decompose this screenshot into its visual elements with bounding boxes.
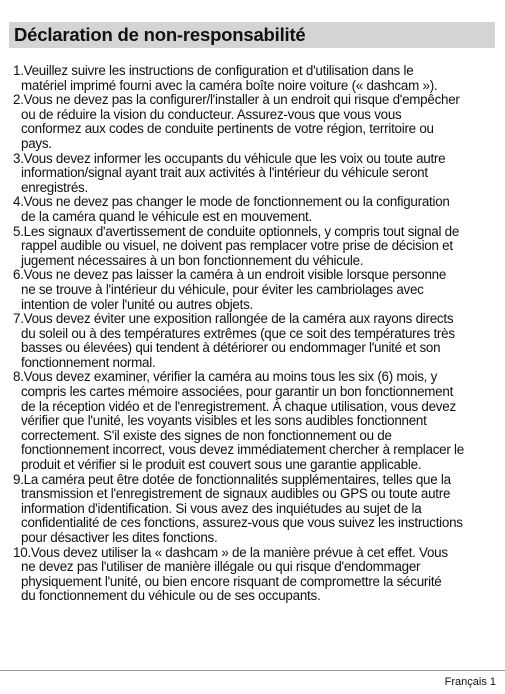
page-title: Déclaration de non-responsabilité bbox=[14, 24, 306, 45]
disclaimer-line: pour désactiver les dites fonctions. bbox=[21, 530, 218, 545]
disclaimer-item bbox=[13, 546, 495, 604]
disclaimer-line: 3.Vous devez informer les occupants du véhicule que les voix ou toute autre bbox=[13, 150, 446, 166]
disclaimer-line: conformez aux codes de conduite pertinents de votre région, territoire ou bbox=[21, 121, 434, 137]
disclaimer-item bbox=[13, 152, 495, 196]
disclaimer-line: correctement. S'il existe des signes de non fonctionnement ou de bbox=[21, 427, 392, 443]
disclaimer-line: fonctionnement incorrect, vous devez immédiatement chercher à remplacer le bbox=[21, 442, 464, 458]
disclaimer-line: ne se trouve à l'intérieur du véhicule, pour éviter les cambriolages avec bbox=[21, 281, 424, 297]
disclaimer-item bbox=[13, 225, 495, 269]
footer-divider bbox=[0, 670, 505, 671]
disclaimer-line: vérifier que l'unité, les voyants visibles et les sons audibles fonctionnent bbox=[21, 413, 427, 429]
disclaimer-item bbox=[13, 64, 495, 93]
disclaimer-item bbox=[13, 195, 495, 224]
disclaimer-item bbox=[13, 268, 495, 312]
disclaimer-line: basses ou élevées) qui tendent à détériorer ou endommager l'unité et son bbox=[21, 340, 441, 356]
disclaimer-item bbox=[13, 370, 495, 472]
disclaimer-line: 1.Veuillez suivre les instructions de configuration et d'utilisation dans le bbox=[13, 63, 414, 78]
disclaimer-line: 7.Vous devez éviter une exposition rallongée de la caméra aux rayons directs bbox=[13, 311, 454, 327]
disclaimer-line: rappel audible ou visuel, ne doivent pas remplacer votre prise de décision et bbox=[21, 238, 453, 254]
disclaimer-line: de la caméra quand le véhicule est en mouvement. bbox=[21, 208, 312, 224]
page-number-label: Français 1 bbox=[444, 676, 496, 688]
disclaimer-line: 9.La caméra peut être dotée de fonctionnalités supplémentaires, telles que la bbox=[13, 471, 451, 487]
disclaimer-line: 5.Les signaux d'avertissement de conduite optionnels, y compris tout signal de bbox=[13, 223, 460, 239]
disclaimer-line: enregistrés. bbox=[21, 179, 88, 195]
disclaimer-line: 4.Vous ne devez pas changer le mode de fonctionnement ou la configuration bbox=[13, 194, 450, 210]
disclaimer-item bbox=[13, 312, 495, 370]
disclaimer-line: du soleil ou à des températures extrêmes (que ce soit des températures très bbox=[21, 325, 455, 341]
disclaimer-item bbox=[13, 473, 495, 546]
disclaimer-line: de la réception vidéo et de l'enregistrement. À chaque utilisation, vous devez bbox=[21, 398, 456, 414]
disclaimer-line: 8.Vous devez examiner, vérifier la caméra au moins tous les six (6) mois, y bbox=[13, 369, 438, 385]
disclaimer-line: compris les cartes mémoire associées, pour garantir un bon fonctionnement bbox=[21, 384, 454, 400]
disclaimer-line: jugement nécessaires à un bon fonctionnement du véhicule. bbox=[21, 252, 364, 268]
disclaimer-line: intention de voler l'unité ou autres objets. bbox=[21, 296, 253, 312]
disclaimer-line: pays. bbox=[21, 135, 52, 151]
disclaimer-line: transmission et l'enregistrement de signaux audibles ou GPS ou toute autre bbox=[21, 486, 451, 502]
disclaimer-line: 6.Vous ne devez pas laisser la caméra à un endroit visible lorsque personne bbox=[13, 267, 447, 283]
disclaimer-line: 10.Vous devez utiliser la « dashcam » de la manière prévue à cet effet. Vous bbox=[13, 544, 448, 560]
disclaimer-line: ou de réduire la vision du conducteur. Assurez-vous que vous vous bbox=[21, 106, 402, 122]
disclaimer-line: information d'identification. Si vous avez des inquiétudes au sujet de la bbox=[21, 500, 422, 516]
disclaimer-line: fonctionnement normal. bbox=[21, 354, 156, 370]
disclaimer-line: matériel imprimé fourni avec la caméra boîte noire voiture (« dashcam »). bbox=[21, 77, 438, 93]
disclaimer-line: ne devez pas l'utiliser de manière illégale ou qui risque d'endommager bbox=[21, 559, 421, 575]
disclaimer-line: du fonctionnement du véhicule ou de ses occupants. bbox=[21, 588, 321, 604]
disclaimer-line: physiquement l'unité, ou bien encore risquant de compromettre la sécurité bbox=[21, 573, 442, 589]
disclaimer-line: information/signal ayant trait aux activités à l'intérieur du véhicule seront bbox=[21, 165, 428, 181]
disclaimer-item bbox=[13, 93, 495, 151]
disclaimer-list bbox=[13, 64, 495, 604]
disclaimer-line: 2.Vous ne devez pas la configurer/l'installer à un endroit qui risque d'empêcher bbox=[13, 92, 460, 108]
disclaimer-line: confidentialité de ces fonctions, assurez-vous que vous suivez les instructions bbox=[21, 515, 463, 531]
disclaimer-line: produit et vérifier si le produit est couvert sous une garantie applicable. bbox=[21, 457, 422, 473]
